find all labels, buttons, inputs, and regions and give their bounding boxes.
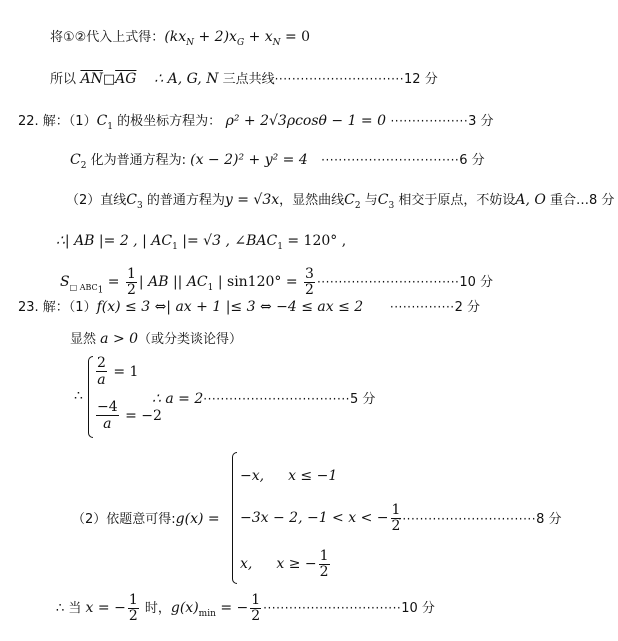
fraction xyxy=(128,593,139,624)
text: （2）依题意可得: xyxy=(72,512,176,527)
fraction xyxy=(126,267,137,298)
numerator: 1 xyxy=(319,547,329,564)
result xyxy=(152,388,375,407)
dot-leader: ································ xyxy=(398,512,537,526)
brace xyxy=(88,356,93,438)
sub: 3 xyxy=(137,200,143,211)
text: 重合… xyxy=(545,193,589,208)
text: 的普通方程为 xyxy=(142,193,225,208)
rhs: = 1 xyxy=(108,364,139,380)
condition: x ≥ − xyxy=(276,556,317,572)
box-glyph: □ xyxy=(102,72,116,87)
score: 5 分 xyxy=(349,392,376,407)
numerator: 1 xyxy=(391,501,401,518)
case-2 xyxy=(240,500,403,536)
q22-line2 xyxy=(70,151,485,175)
score: 10 分 xyxy=(401,601,435,616)
denominator: a xyxy=(97,372,106,388)
vector-ag: $\overline{AG}$ xyxy=(115,71,137,87)
math: C xyxy=(70,152,81,168)
text: 所以 xyxy=(50,72,77,87)
sub: N xyxy=(272,37,281,48)
equation: y = √3x xyxy=(224,192,280,208)
question-label: 23. 解：（1） xyxy=(18,300,97,315)
text: 将①②代入上式得： xyxy=(50,30,165,45)
equation: | sin120° = xyxy=(213,274,303,290)
sub: G xyxy=(236,37,245,48)
question-label: 22. 解：（1） xyxy=(18,114,97,129)
q23-line2 xyxy=(70,330,242,349)
sub: 1 xyxy=(107,121,114,132)
case-3 xyxy=(240,546,332,582)
score: 3 分 xyxy=(468,114,494,129)
math: (kx xyxy=(164,29,187,45)
vector-an: $\overline{AN}$ xyxy=(80,71,103,87)
dot-leader: ······························ xyxy=(274,72,405,86)
brace xyxy=(232,452,237,584)
equation: ρ² + 2√3ρcosθ − 1 = 0 xyxy=(225,113,387,129)
math: C xyxy=(344,192,355,208)
score: 12 分 xyxy=(404,72,438,87)
text: 相交于原点，不妨设 xyxy=(394,193,516,208)
math: A, O xyxy=(515,192,546,208)
numerator: 2 xyxy=(97,355,106,371)
therefore-symbol: ∴ xyxy=(74,388,83,404)
equation: ∴ a = 2 xyxy=(152,391,204,407)
q22-line3 xyxy=(66,191,614,215)
rhs: = −2 xyxy=(120,408,162,424)
q22-line4 xyxy=(56,232,346,256)
dot-leader: ·················· xyxy=(390,114,469,128)
denominator: 2 xyxy=(391,517,401,534)
sub: □ ABC xyxy=(69,282,98,292)
equation: (x − 2)² + y² = 4 xyxy=(190,152,308,168)
denominator: a xyxy=(103,416,112,432)
expr: −3x − 2, −1 < x < − xyxy=(240,510,389,526)
final-line xyxy=(56,588,435,634)
numerator: 1 xyxy=(127,265,136,282)
denominator: 2 xyxy=(319,563,329,580)
dot-leader: ··············· xyxy=(389,300,455,314)
sub: 2 xyxy=(80,160,87,171)
math: + x xyxy=(244,29,273,45)
math: S xyxy=(60,274,70,290)
text: 时， xyxy=(140,601,171,616)
equation: f(x) ≤ 3 ⇔| ax + 1 |≤ 3 ⇔ −4 ≤ ax ≤ 2 xyxy=(96,299,364,315)
dot-leader: ································· xyxy=(316,275,460,289)
denominator: 2 xyxy=(128,607,138,624)
sub: 1 xyxy=(277,241,283,252)
score: 2 分 xyxy=(454,300,481,315)
text: ∴ 当 xyxy=(56,601,86,616)
denominator: 2 xyxy=(251,607,261,624)
fraction xyxy=(250,593,261,624)
text: （2）直线 xyxy=(66,193,127,208)
sub: 1 xyxy=(97,285,104,296)
dot-leader: ································ xyxy=(321,153,460,167)
condition: x ≤ −1 xyxy=(288,468,338,484)
numerator: 1 xyxy=(128,591,138,608)
math: g(x) = xyxy=(175,511,220,527)
dot-leader: ································ xyxy=(263,601,402,615)
fraction xyxy=(319,549,330,580)
expr: x, xyxy=(240,556,253,572)
score: 6 分 xyxy=(459,153,485,168)
equation: ∴| AB |= 2 , | AC xyxy=(56,233,173,249)
score: 8 分 xyxy=(536,512,562,527)
text: 化为普通方程为: xyxy=(86,153,191,168)
dot-leader: ·································· xyxy=(203,392,350,406)
text: 三点共线 xyxy=(218,72,275,87)
fraction xyxy=(304,267,315,298)
sub: 1 xyxy=(172,241,178,252)
sub: min xyxy=(198,608,216,619)
math: C xyxy=(96,113,108,129)
sub: 3 xyxy=(388,200,395,211)
math: C xyxy=(126,192,137,208)
q23-line1 xyxy=(18,298,480,317)
equation: x = − xyxy=(85,600,126,616)
numerator: 1 xyxy=(251,591,261,608)
equation: |= √3 , ∠BAC xyxy=(177,233,278,249)
equation: | AB || AC xyxy=(138,274,208,290)
equation: a > 0 xyxy=(100,331,139,347)
equation: = − xyxy=(215,600,249,616)
q22-line1 xyxy=(18,112,494,136)
text: 显然 xyxy=(70,332,101,347)
text: 的极坐标方程为： xyxy=(113,114,222,129)
score: 8 分 xyxy=(588,193,615,208)
numerator: 3 xyxy=(305,265,314,282)
fraction xyxy=(96,356,107,388)
denominator: 2 xyxy=(127,281,136,298)
math: C xyxy=(377,192,389,208)
equation: = 120° , xyxy=(282,233,347,249)
math: ∴ A, G, N xyxy=(154,71,219,87)
pw-label xyxy=(72,508,220,527)
text: （或分类谈论得） xyxy=(138,332,243,347)
row-1 xyxy=(94,356,138,388)
sub: 1 xyxy=(207,282,214,293)
sub: 2 xyxy=(354,200,361,211)
expr: −x, xyxy=(240,468,265,484)
fraction xyxy=(96,400,119,432)
math: = xyxy=(103,274,124,290)
math: g(x) xyxy=(170,600,199,616)
math: = 0 xyxy=(280,29,311,45)
text: 与 xyxy=(360,193,378,208)
case-1 xyxy=(240,468,337,484)
text: ，显然曲线 xyxy=(279,193,345,208)
pw-score xyxy=(398,508,561,527)
line-collinear xyxy=(50,70,438,89)
sub: N xyxy=(186,37,195,48)
math: + 2)x xyxy=(194,29,237,45)
denominator: 2 xyxy=(305,281,314,298)
line-substitution xyxy=(50,28,310,52)
score: 10 分 xyxy=(459,275,494,290)
numerator: −4 xyxy=(97,399,118,415)
